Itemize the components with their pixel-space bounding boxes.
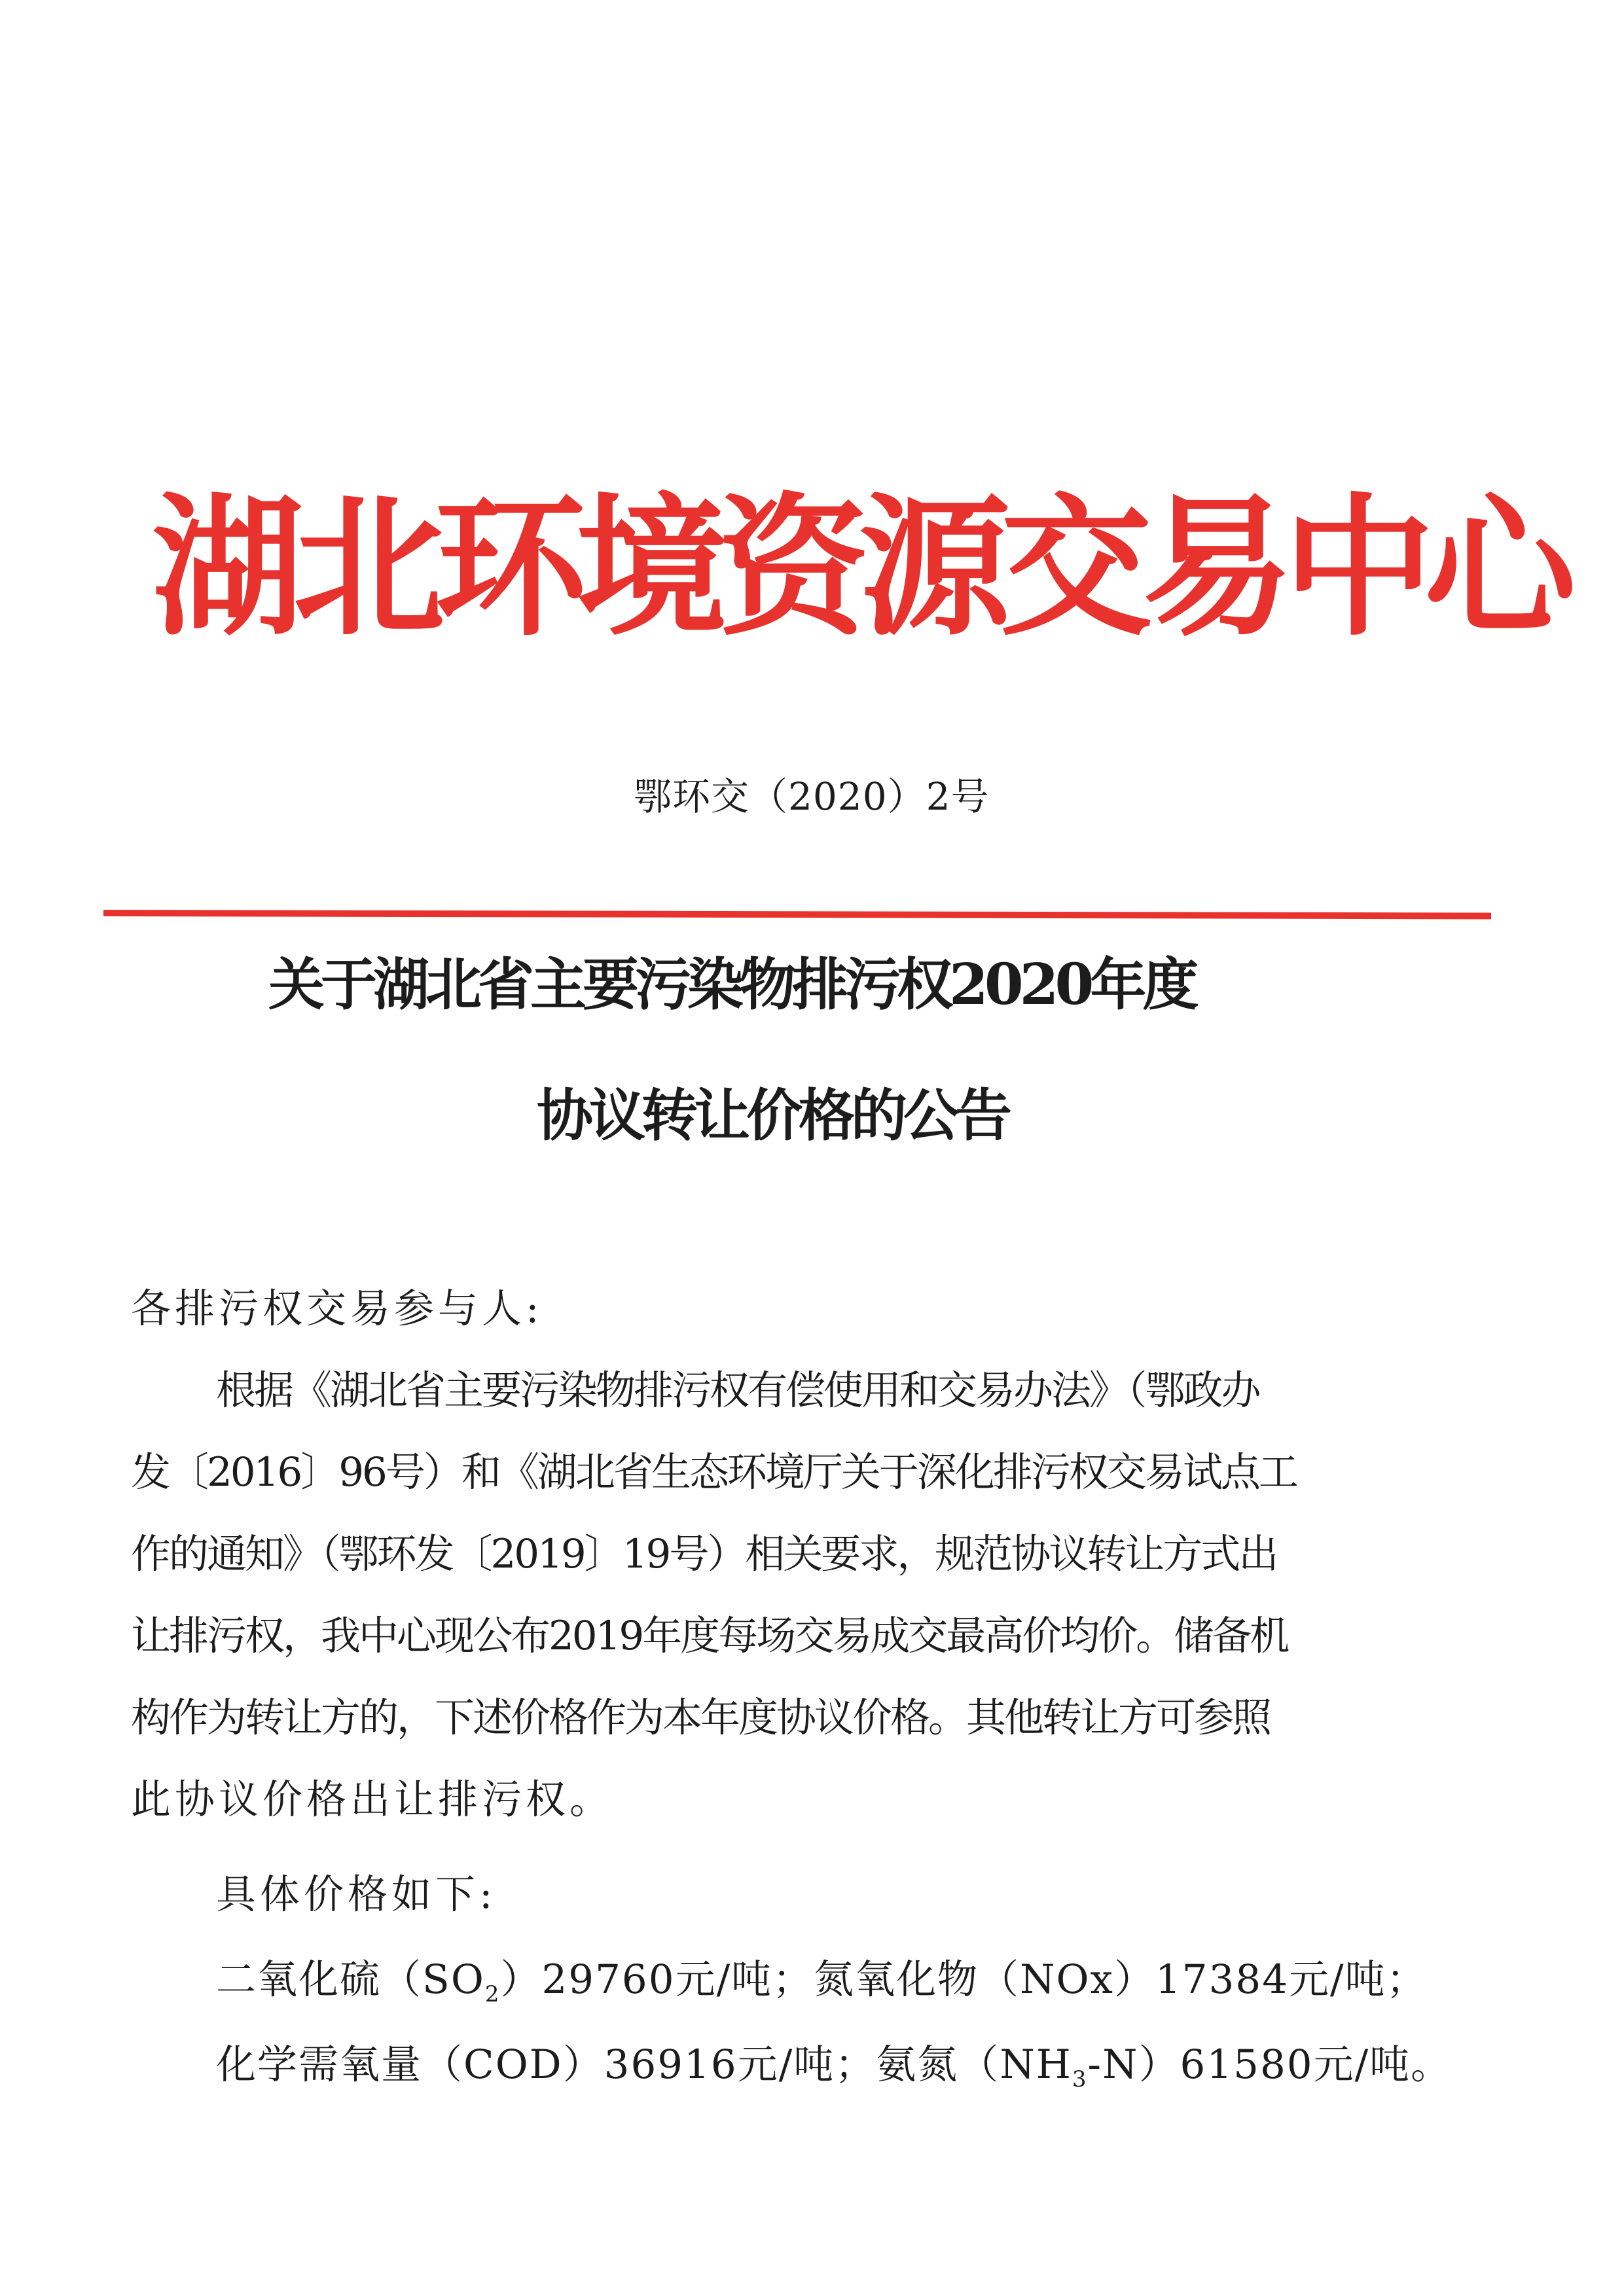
pollutant-formula: COD [463, 2041, 563, 2088]
price-unit: 元/吨 [1289, 1956, 1386, 2003]
pollutant-formula: $SO_2$ [422, 1956, 501, 2008]
pollutant-name: 二氧化硫 [216, 1956, 382, 2003]
red-divider-line [103, 910, 1491, 919]
pollutant-price: 36916 [604, 2041, 738, 2088]
pollutant-name: 氮氧化物 [814, 1956, 979, 2003]
pollutant-price: 17384 [1155, 1956, 1290, 2003]
price-unit: 元/吨 [1313, 2041, 1411, 2088]
paragraph-line: 发〔2016〕96号）和《湖北省生态环境厅关于深化排污权交易试点工 [131, 1449, 1297, 1496]
prices-intro: 具体价格如下: [216, 1871, 497, 1918]
announcement-title-line-2: 协议转让价格的公告 [537, 1083, 1008, 1149]
price-unit: 元/吨 [737, 2041, 835, 2088]
paragraph-line: 构作为转让方的，下述价格作为本年度协议价格。其他转让方可参照 [131, 1695, 1271, 1741]
announcement-title-line-1: 关于湖北省主要污染物排污权2020年度 [268, 952, 1195, 1018]
salutation: 各排污权交易参与人: [131, 1285, 543, 1332]
paragraph-line: 根据《湖北省主要污染物排污权有偿使用和交易办法》（鄂政办 [216, 1367, 1259, 1414]
paragraph-line: 让排污权，我中心现公布2019年度每场交易成交最高价均价。储备机 [131, 1613, 1288, 1659]
pollutant-formula: NOx [1020, 1956, 1114, 2003]
pollutant-price: 61580 [1180, 2041, 1314, 2088]
paragraph-line: 此协议价格出让排污权。 [131, 1776, 614, 1823]
paragraph-line: 作的通知》（鄂环发〔2019〕19号）相关要求，规范协议转让方式出 [131, 1531, 1277, 1577]
pollutant-name: 化学需氧量 [216, 2041, 423, 2088]
pollutant-name: 氨氮 [876, 2041, 959, 2088]
document-number: 鄂环交（2020）2号 [634, 774, 990, 819]
price-line-1: 二氧化硫$(SO_2)29760$元/吨；氮氧化物（NOx）17384元/吨； [216, 1956, 1428, 2008]
price-line-2: 化学需氧量（COD）36916元/吨；氨氮$(NH_3-N)61580$元/吨。 [216, 2041, 1453, 2093]
pollutant-price: 29760 [541, 1956, 676, 2003]
organization-masthead: 湖北环境资源交易中心 [152, 480, 1566, 656]
pollutant-formula: $NH_3-N$ [1000, 2041, 1139, 2093]
price-unit: 元/吨 [675, 1956, 773, 2003]
